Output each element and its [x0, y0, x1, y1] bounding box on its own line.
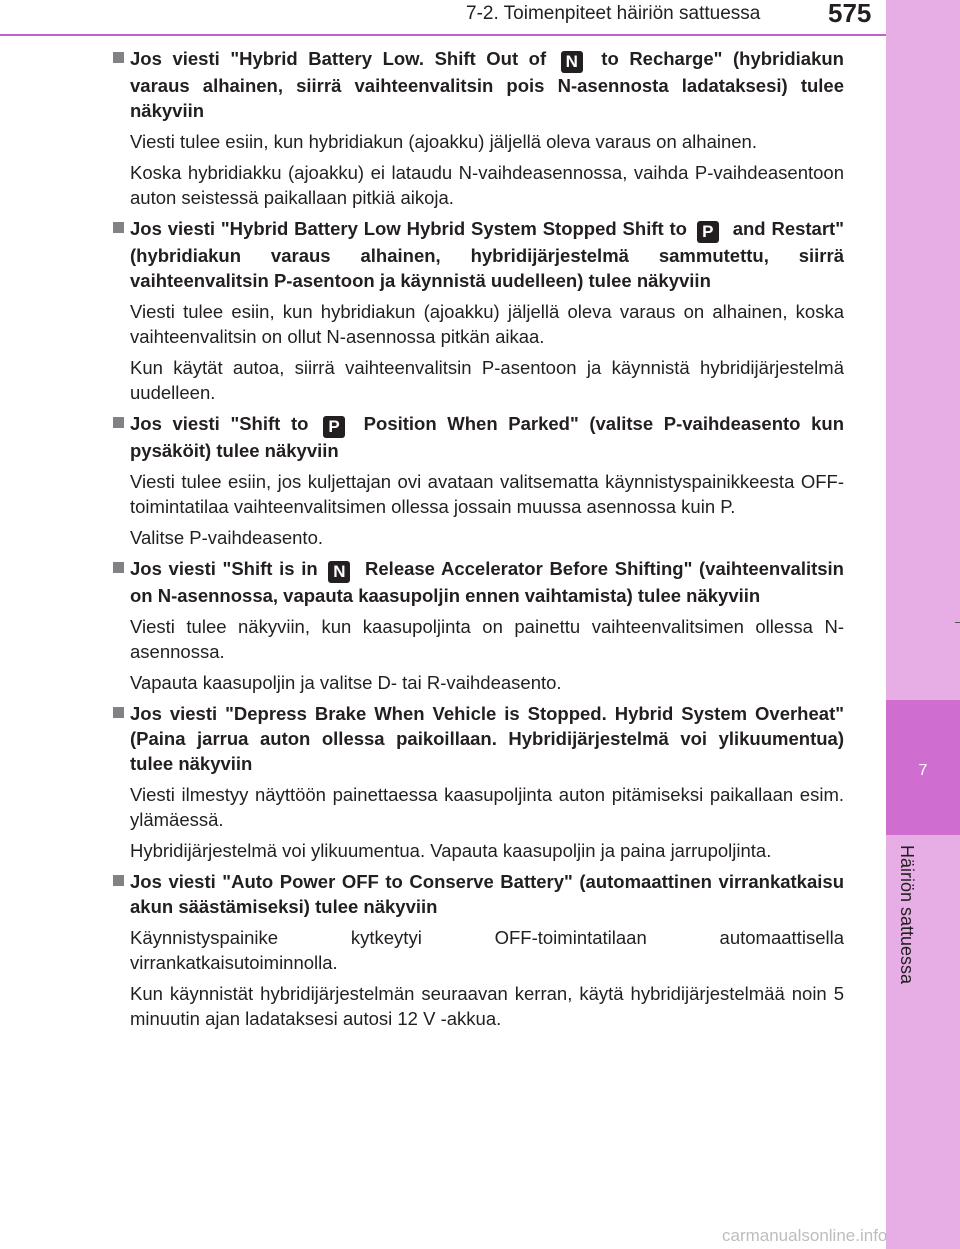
page-number: 575: [828, 0, 872, 28]
section: [113, 46, 844, 210]
heading-text: Jos viesti "Shift is in N Release Accelerator Before Shifting" (vaihteenvalitsin on N-asennossa, vapauta kaasupoljin ennen vaihtamista) tulee näkyviin: [130, 558, 844, 606]
section-heading: [113, 556, 844, 608]
paragraph: Koska hybridiakku (ajoakku) ei lataudu N-vaihdeasennossa, vaihda P-vaihdeasentoon auton seistessä paikallaan pitkiä aikoja.: [130, 162, 844, 208]
section-heading: [113, 701, 844, 776]
chapter-number: 7: [918, 762, 928, 779]
paragraph: Viesti tulee esiin, jos kuljettajan ovi avataan valitsematta käynnistyspainikkeesta OFF-toimintatilaa vaihteenvalitsimen ollessa jossain muussa asennossa kuin P.: [130, 471, 844, 517]
header-rule: [0, 34, 886, 36]
content: [113, 46, 844, 1037]
section-heading: [113, 411, 844, 463]
heading-text: Jos viesti "Depress Brake When Vehicle is Stopped. Hybrid System Overheat" (Paina jarrua auton ollessa paikoillaan. Hybridijärjestelmä voi ylikuumentua) tulee näkyviin: [130, 703, 844, 774]
paragraph: Vapauta kaasupoljin ja valitse D- tai R-vaihdeasento.: [130, 672, 562, 693]
side-tick-mark: [955, 622, 960, 623]
paragraph: Viesti tulee esiin, kun hybridiakun (ajoakku) jäljellä oleva varaus on alhainen.: [130, 131, 757, 152]
square-bullet-icon: [113, 216, 130, 293]
paragraph: Kun käytät autoa, siirrä vaihteenvalitsin P-asentoon ja käynnistä hybridijärjestelmä uudelleen.: [130, 357, 844, 403]
heading-text: Jos viesti "Hybrid Battery Low. Shift Out of N to Recharge" (hybridiakun varaus alhainen, siirrä vaihteenvalitsin pois N-asennosta ladataksesi) tulee näkyviin: [130, 48, 844, 121]
watermark: carmanualsonline.info: [722, 1226, 888, 1245]
page-header: [0, 0, 886, 40]
section: [113, 556, 844, 695]
paragraph: Viesti ilmestyy näyttöön painettaessa kaasupoljinta auton pitämiseksi paikallaan esim. ylämäessä.: [130, 784, 844, 830]
section-heading: [113, 46, 844, 123]
section-heading: [113, 869, 844, 919]
gear-p-icon: P: [323, 416, 345, 438]
gear-n-icon: N: [561, 51, 583, 73]
gear-n-icon: N: [328, 561, 350, 583]
paragraph: Käynnistyspainike kytkeytyi OFF-toimintatilaan automaattisella virrankatkaisutoiminnolla.: [130, 927, 844, 973]
section: [113, 411, 844, 550]
heading-text: Jos viesti "Hybrid Battery Low Hybrid System Stopped Shift to P and Restart" (hybridiakun varaus alhainen, hybridijärjestelmä sammutettu, siirrä vaihteenvalitsin P-asentoon ja käynnistä uudelleen) tulee näkyviin: [130, 218, 844, 291]
square-bullet-icon: [113, 701, 130, 776]
paragraph: Kun käynnistät hybridijärjestelmän seuraavan kerran, käytä hybridijärjestelmää noin 5 minuutin ajan ladataksesi autosi 12 V -akkua.: [130, 983, 844, 1029]
gear-p-icon: P: [697, 221, 719, 243]
chapter-title: Häiriön sattuessa: [897, 845, 917, 985]
side-tab-strip: [886, 0, 960, 1249]
square-bullet-icon: [113, 869, 130, 919]
square-bullet-icon: [113, 556, 130, 608]
section: [113, 216, 844, 405]
heading-text: Jos viesti "Auto Power OFF to Conserve Battery" (automaattinen virrankatkaisu akun säästämiseksi) tulee näkyviin: [130, 871, 844, 917]
section: [113, 701, 844, 863]
section: [113, 869, 844, 1031]
paragraph: Viesti tulee esiin, kun hybridiakun (ajoakku) jäljellä oleva varaus on alhainen, koska vaihteenvalitsin on ollut N-asennossa pitkän aikaa.: [130, 301, 844, 347]
square-bullet-icon: [113, 46, 130, 123]
paragraph: Viesti tulee näkyviin, kun kaasupoljinta on painettu vaihteenvalitsimen ollessa N-asennossa.: [130, 616, 844, 662]
heading-text: Jos viesti "Shift to P Position When Parked" (valitse P-vaihdeasento kun pysäköit) tulee näkyviin: [130, 413, 845, 461]
header-title: 7-2. Toimenpiteet häiriön sattuessa: [466, 3, 761, 24]
paragraph: Hybridijärjestelmä voi ylikuumentua. Vapauta kaasupoljin ja paina jarrupoljinta.: [130, 840, 772, 861]
square-bullet-icon: [113, 411, 130, 463]
paragraph: Valitse P-vaihdeasento.: [130, 527, 323, 548]
section-heading: [113, 216, 844, 293]
